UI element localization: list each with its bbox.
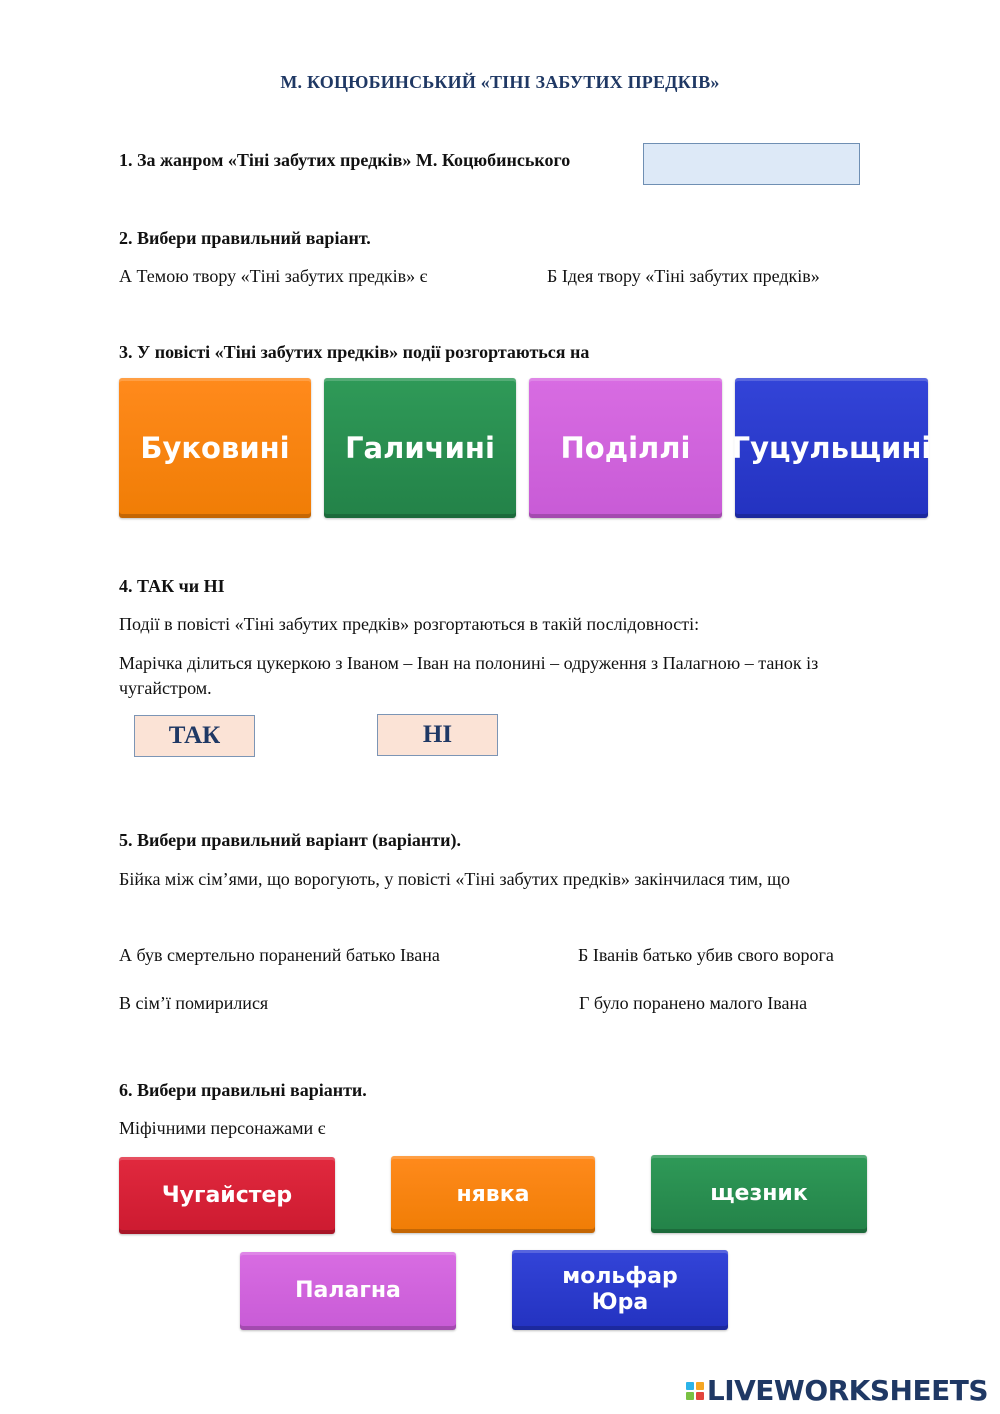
question-3-heading: 3. У повісті «Тіні забутих предків» події розгортаються на [119, 342, 590, 362]
question-4-text: Події в повісті «Тіні забутих предків» розгортаються в такій послідовності: [119, 614, 700, 634]
question-4-sequence-end: чугайстром. [119, 678, 212, 698]
option-c-families-reconciled[interactable]: В сім’ї помирилися [119, 993, 269, 1013]
no-button[interactable]: НІ [377, 714, 498, 756]
option-b-idea[interactable]: Б Ідея твору «Тіні забутих предків» [547, 266, 820, 286]
liveworksheets-logo-icon [686, 1382, 704, 1400]
region-tile-podillia[interactable]: Поділлі [529, 378, 722, 518]
page-title: М. КОЦЮБИНСЬКИЙ «ТІНІ ЗАБУТИХ ПРЕДКІВ» [280, 72, 720, 92]
genre-answer-field[interactable] [643, 143, 860, 185]
region-tile-bukovyna[interactable]: Буковині [119, 378, 311, 518]
liveworksheets-brand: LIVEWORKSHEETS [706, 1374, 988, 1407]
question-6-text: Міфічними персонажами є [119, 1118, 326, 1138]
question-6-heading: 6. Вибери правильні варіанти. [119, 1080, 367, 1100]
character-tile-shcheznyk[interactable]: щезник [651, 1155, 867, 1233]
option-a-theme[interactable]: А Темою твору «Тіні забутих предків» є [119, 266, 428, 286]
option-a-father-wounded[interactable]: А був смертельно поранений батько Івана [119, 945, 440, 965]
region-tile-halychyna[interactable]: Галичині [324, 378, 516, 518]
question-4-sequence: Марічка ділиться цукеркою з Іваном – Іван на полонині – одруження з Палагною – танок із [119, 653, 819, 673]
question-1: 1. За жанром «Тіні забутих предків» М. Коцюбинського [119, 150, 571, 170]
option-b-father-killed-enemy[interactable]: Б Іванів батько убив свого ворога [578, 945, 834, 965]
question-5-text: Бійка між сім’ями, що ворогують, у повісті «Тіні забутих предків» закінчилася тим, що [119, 869, 790, 889]
character-tile-molfar-yura[interactable]: мольфар Юра [512, 1250, 728, 1330]
character-tile-chuhaister[interactable]: Чугайстер [119, 1157, 335, 1234]
question-5-heading: 5. Вибери правильний варіант (варіанти). [119, 830, 461, 850]
region-tile-hutsulshchyna[interactable]: Гуцульщині [735, 378, 928, 518]
option-d-ivan-wounded[interactable]: Г було поранено малого Івана [579, 993, 808, 1013]
question-2-heading: 2. Вибери правильний варіант. [119, 228, 371, 248]
yes-button[interactable]: ТАК [134, 715, 255, 757]
character-tile-niavka[interactable]: нявка [391, 1156, 595, 1233]
liveworksheets-logo [686, 1374, 988, 1407]
question-4-heading: 4. ТАК чи НІ [119, 576, 225, 596]
character-tile-palahna[interactable]: Палагна [240, 1252, 456, 1330]
